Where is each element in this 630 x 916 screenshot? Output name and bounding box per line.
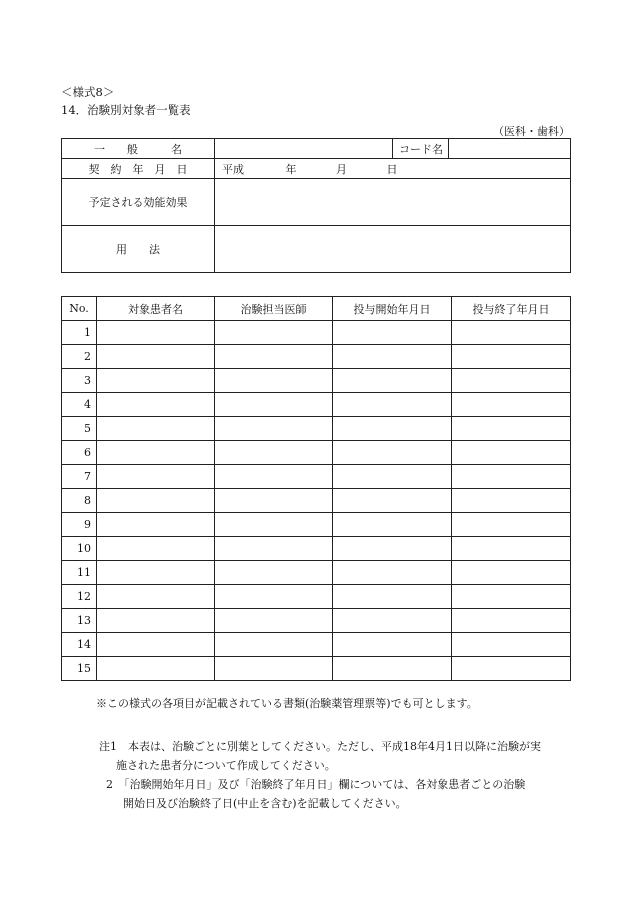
patient-name-cell[interactable] bbox=[97, 345, 215, 369]
end-date-cell[interactable] bbox=[452, 417, 571, 441]
row-number: 1 bbox=[62, 321, 97, 345]
row-number: 2 bbox=[62, 345, 97, 369]
patients-table bbox=[61, 296, 571, 681]
row-number: 7 bbox=[62, 465, 97, 489]
row-number: 15 bbox=[62, 657, 97, 681]
start-date-cell[interactable] bbox=[333, 561, 452, 585]
year-label: 年 bbox=[285, 162, 297, 176]
generic-name-value[interactable] bbox=[215, 139, 393, 159]
expected-effect-label: 予定される効能効果 bbox=[62, 179, 215, 226]
doctor-cell[interactable] bbox=[215, 441, 333, 465]
row-number: 5 bbox=[62, 417, 97, 441]
doctor-cell[interactable] bbox=[215, 585, 333, 609]
generic-name-row bbox=[62, 139, 571, 159]
end-date-cell[interactable] bbox=[452, 561, 571, 585]
patient-name-cell[interactable] bbox=[97, 369, 215, 393]
end-date-cell[interactable] bbox=[452, 513, 571, 537]
start-date-cell[interactable] bbox=[333, 513, 452, 537]
patient-name-cell[interactable] bbox=[97, 657, 215, 681]
header-start-date: 投与開始年月日 bbox=[333, 297, 452, 321]
expected-effect-row bbox=[62, 179, 571, 226]
patient-row bbox=[62, 417, 571, 441]
doctor-cell[interactable] bbox=[215, 633, 333, 657]
doctor-cell[interactable] bbox=[215, 393, 333, 417]
patient-row bbox=[62, 441, 571, 465]
code-name-label: コード名 bbox=[393, 139, 449, 159]
patient-row bbox=[62, 633, 571, 657]
doctor-cell[interactable] bbox=[215, 345, 333, 369]
usage-value[interactable] bbox=[215, 226, 571, 273]
header-no: No. bbox=[62, 297, 97, 321]
start-date-cell[interactable] bbox=[333, 465, 452, 489]
patient-row bbox=[62, 489, 571, 513]
patient-row bbox=[62, 321, 571, 345]
patient-row bbox=[62, 513, 571, 537]
patient-name-cell[interactable] bbox=[97, 441, 215, 465]
start-date-cell[interactable] bbox=[333, 369, 452, 393]
patient-name-cell[interactable] bbox=[97, 561, 215, 585]
note-2-line-2: 開始日及び治験終了日(中止を含む)を記載してください。 bbox=[123, 797, 407, 810]
note-2-line-1: 2 「治験開始年月日」及び「治験終了年月日」欄については、各対象患者ごとの治験 bbox=[106, 778, 526, 791]
start-date-cell[interactable] bbox=[333, 441, 452, 465]
note-1-line-1: 注1 本表は、治験ごとに別葉としてください。ただし、平成18年4月1日以降に治験が実 bbox=[99, 740, 541, 753]
note-1-line-2: 施された患者分について作成してください。 bbox=[116, 759, 336, 772]
end-date-cell[interactable] bbox=[452, 657, 571, 681]
patient-name-cell[interactable] bbox=[97, 321, 215, 345]
start-date-cell[interactable] bbox=[333, 537, 452, 561]
end-date-cell[interactable] bbox=[452, 633, 571, 657]
header-end-date: 投与終了年月日 bbox=[452, 297, 571, 321]
usage-row bbox=[62, 226, 571, 273]
era-label: 平成 bbox=[222, 162, 244, 176]
footnote: ※この様式の各項目が記載されている書類(治験薬管理票等)でも可とします。 bbox=[96, 697, 478, 710]
start-date-cell[interactable] bbox=[333, 417, 452, 441]
row-number: 14 bbox=[62, 633, 97, 657]
patient-row bbox=[62, 585, 571, 609]
doctor-cell[interactable] bbox=[215, 609, 333, 633]
doctor-cell[interactable] bbox=[215, 657, 333, 681]
contract-date-label: 契 約 年 月 日 bbox=[62, 159, 215, 179]
doctor-cell[interactable] bbox=[215, 489, 333, 513]
row-number: 13 bbox=[62, 609, 97, 633]
row-number: 11 bbox=[62, 561, 97, 585]
header-doctor: 治験担当医師 bbox=[215, 297, 333, 321]
usage-label: 用 法 bbox=[62, 226, 215, 273]
start-date-cell[interactable] bbox=[333, 393, 452, 417]
patient-row bbox=[62, 537, 571, 561]
start-date-cell[interactable] bbox=[333, 633, 452, 657]
end-date-cell[interactable] bbox=[452, 585, 571, 609]
end-date-cell[interactable] bbox=[452, 465, 571, 489]
day-label: 日 bbox=[386, 162, 398, 176]
month-label: 月 bbox=[336, 162, 347, 176]
patient-row bbox=[62, 393, 571, 417]
doctor-cell[interactable] bbox=[215, 537, 333, 561]
patient-row bbox=[62, 369, 571, 393]
row-number: 12 bbox=[62, 585, 97, 609]
doctor-cell[interactable] bbox=[215, 321, 333, 345]
patient-row bbox=[62, 609, 571, 633]
patient-name-cell[interactable] bbox=[97, 585, 215, 609]
row-number: 4 bbox=[62, 393, 97, 417]
code-name-value[interactable] bbox=[449, 139, 571, 159]
start-date-cell[interactable] bbox=[333, 489, 452, 513]
department-label: （医科・歯科） bbox=[493, 125, 570, 138]
doctor-cell[interactable] bbox=[215, 513, 333, 537]
end-date-cell[interactable] bbox=[452, 537, 571, 561]
patient-name-cell[interactable] bbox=[97, 513, 215, 537]
end-date-cell[interactable] bbox=[452, 489, 571, 513]
doctor-cell[interactable] bbox=[215, 465, 333, 489]
patient-name-cell[interactable] bbox=[97, 393, 215, 417]
patient-row bbox=[62, 465, 571, 489]
contract-date-row bbox=[62, 159, 571, 179]
expected-effect-value[interactable] bbox=[215, 179, 571, 226]
end-date-cell[interactable] bbox=[452, 609, 571, 633]
contract-date-value[interactable] bbox=[215, 159, 571, 179]
patients-header-row bbox=[62, 297, 571, 321]
doctor-cell[interactable] bbox=[215, 561, 333, 585]
patient-name-cell[interactable] bbox=[97, 609, 215, 633]
generic-name-label: 一 般 名 bbox=[62, 139, 215, 159]
patient-row bbox=[62, 657, 571, 681]
patient-name-cell[interactable] bbox=[97, 465, 215, 489]
patient-name-cell[interactable] bbox=[97, 489, 215, 513]
row-number: 10 bbox=[62, 537, 97, 561]
drug-info-table bbox=[61, 138, 571, 273]
end-date-cell[interactable] bbox=[452, 321, 571, 345]
header-patient-name: 対象患者名 bbox=[97, 297, 215, 321]
patient-row bbox=[62, 345, 571, 369]
doctor-cell[interactable] bbox=[215, 369, 333, 393]
patient-row bbox=[62, 561, 571, 585]
start-date-cell[interactable] bbox=[333, 657, 452, 681]
patient-name-cell[interactable] bbox=[97, 417, 215, 441]
doctor-cell[interactable] bbox=[215, 417, 333, 441]
row-number: 8 bbox=[62, 489, 97, 513]
patient-name-cell[interactable] bbox=[97, 633, 215, 657]
start-date-cell[interactable] bbox=[333, 585, 452, 609]
row-number: 3 bbox=[62, 369, 97, 393]
end-date-cell[interactable] bbox=[452, 345, 571, 369]
form-number-label: ＜様式8＞ bbox=[61, 85, 115, 99]
start-date-cell[interactable] bbox=[333, 321, 452, 345]
end-date-cell[interactable] bbox=[452, 369, 571, 393]
row-number: 6 bbox=[62, 441, 97, 465]
end-date-cell[interactable] bbox=[452, 393, 571, 417]
start-date-cell[interactable] bbox=[333, 609, 452, 633]
start-date-cell[interactable] bbox=[333, 345, 452, 369]
patient-name-cell[interactable] bbox=[97, 537, 215, 561]
end-date-cell[interactable] bbox=[452, 441, 571, 465]
row-number: 9 bbox=[62, 513, 97, 537]
document-title: 14．治験別対象者一覧表 bbox=[61, 103, 191, 117]
